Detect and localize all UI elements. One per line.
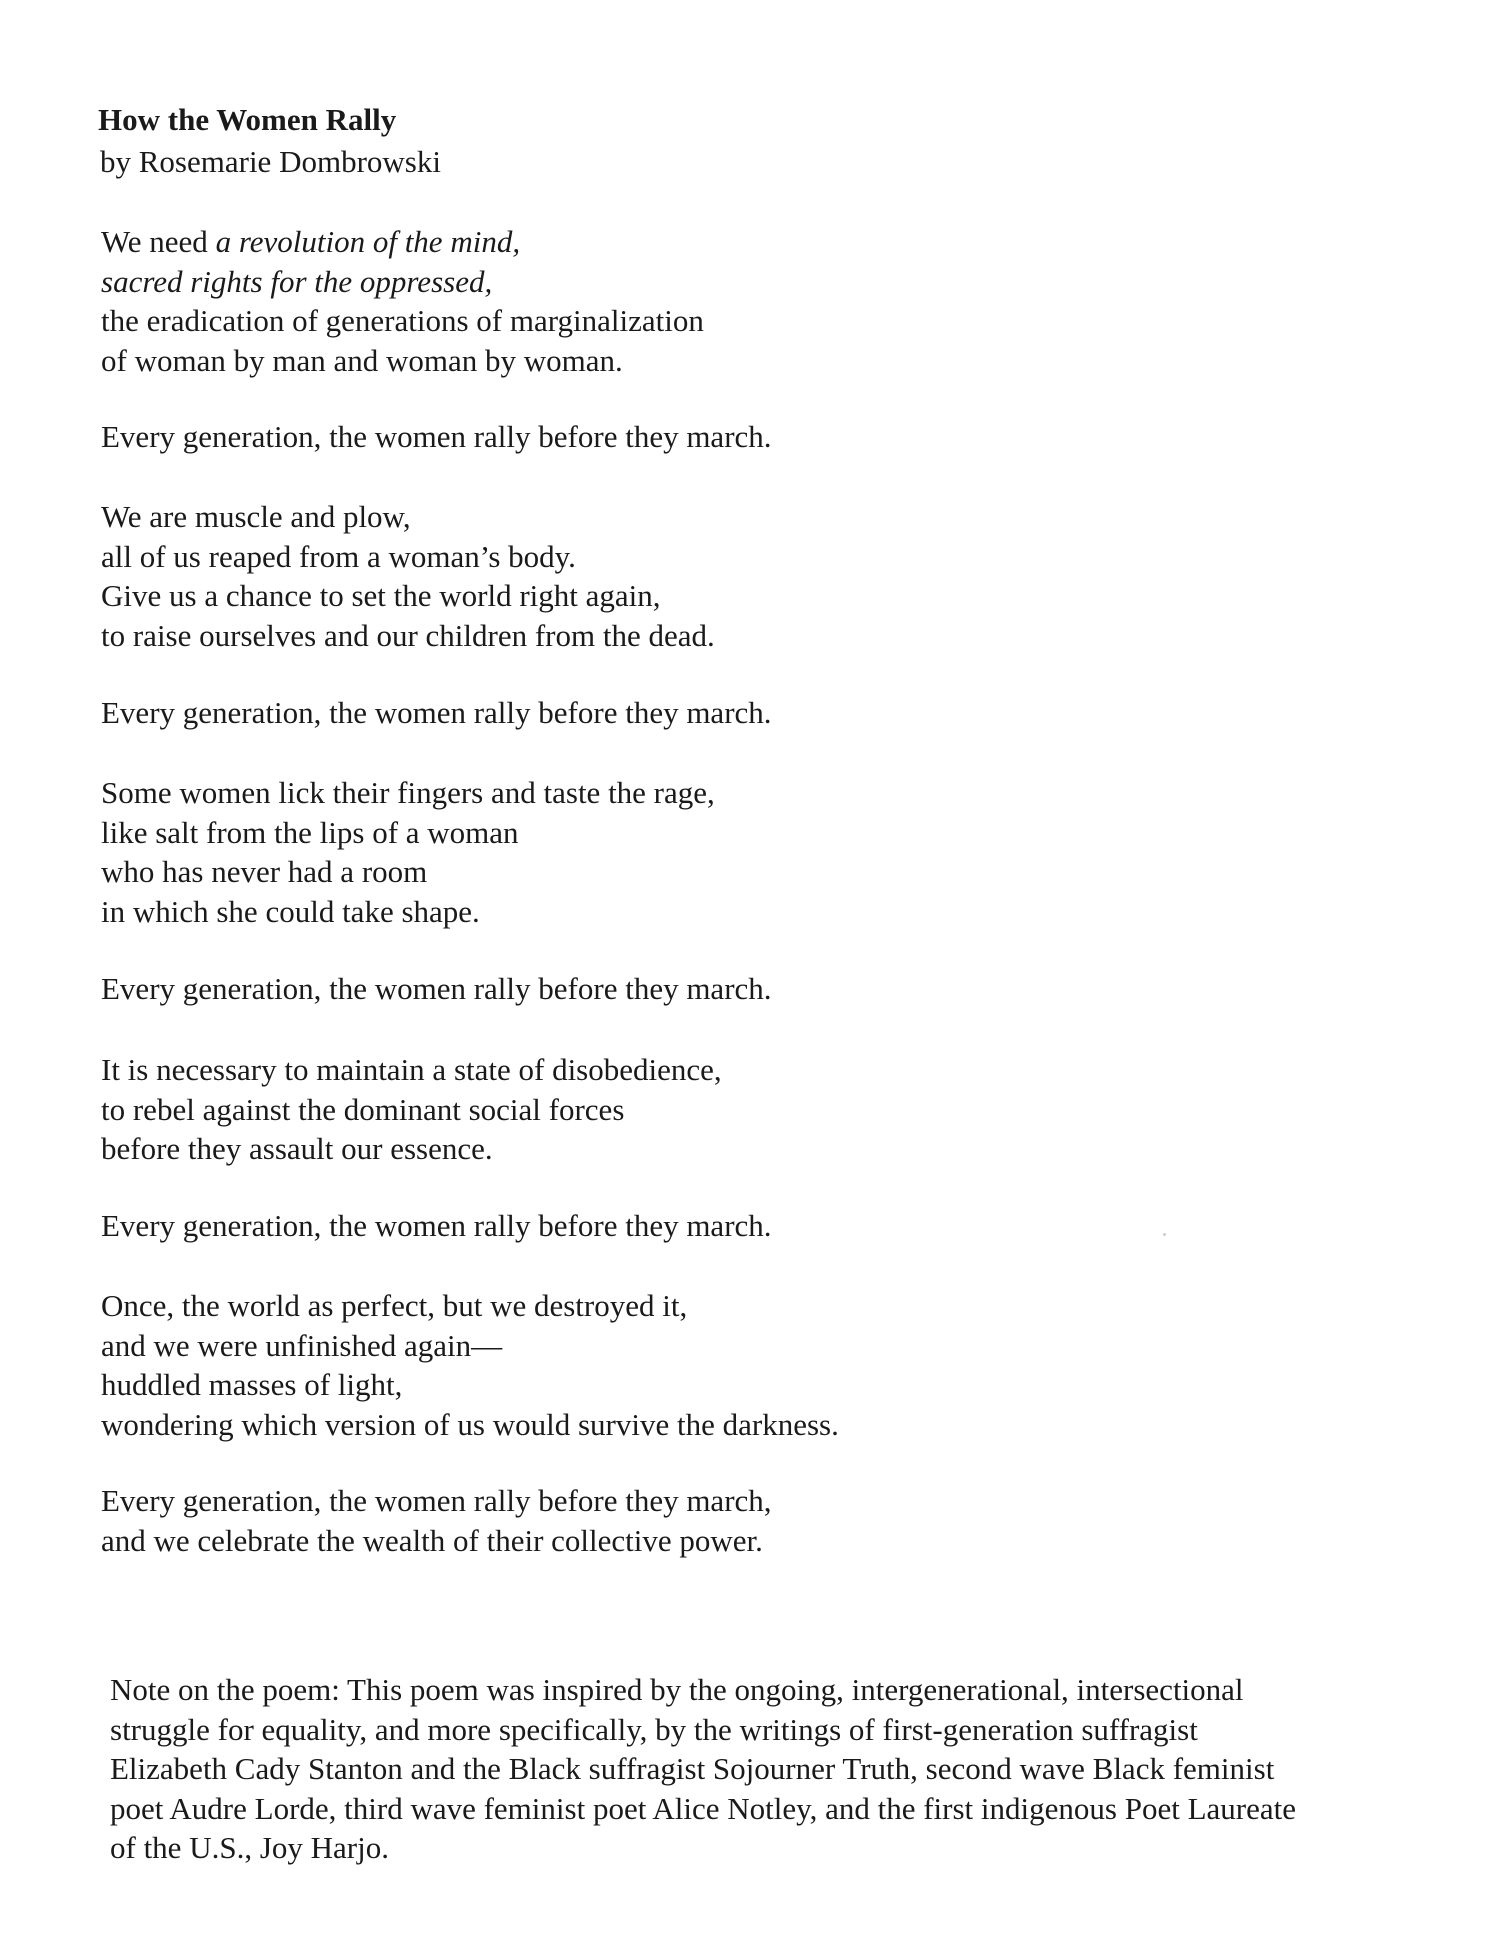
stanza-1 bbox=[101, 222, 704, 380]
note-line: poet Audre Lorde, third wave feminist poet Alice Notley, and the first indigenous Poet Laureate bbox=[110, 1790, 1296, 1826]
stanza-line: all of us reaped from a woman’s body. bbox=[101, 538, 576, 574]
stanza-line: We are muscle and plow, bbox=[101, 499, 411, 534]
note-line: of the U.S., Joy Harjo. bbox=[110, 1830, 389, 1865]
stanza-line: before they assault our essence. bbox=[101, 1131, 493, 1166]
stanza-line: wondering which version of us would survive the darkness. bbox=[101, 1406, 839, 1442]
stanza-4 bbox=[101, 1050, 722, 1169]
stanza-line: who has never had a room bbox=[101, 854, 428, 889]
refrain-line: Every generation, the women rally before they march. bbox=[101, 695, 772, 730]
refrain-1 bbox=[101, 417, 772, 457]
note-line: Note on the poem: This poem was inspired by the ongoing, intergenerational, intersectional bbox=[110, 1672, 1244, 1707]
stanza-line bbox=[101, 222, 704, 262]
stanza-line: the eradication of generations of marginalization bbox=[101, 303, 704, 338]
stanza-2 bbox=[101, 497, 715, 655]
refrain-4 bbox=[101, 1206, 772, 1246]
stanza-line: huddled masses of light, bbox=[101, 1367, 403, 1402]
scan-speck bbox=[1163, 1233, 1166, 1236]
stanza-3 bbox=[101, 773, 715, 931]
poem-note bbox=[110, 1670, 1450, 1868]
stanza-line: like salt from the lips of a woman bbox=[101, 814, 519, 850]
poem-byline: by Rosemarie Dombrowski bbox=[100, 144, 441, 179]
stanza-line-italic: a revolution of the mind, bbox=[215, 224, 521, 259]
stanza-line: and we celebrate the wealth of their collective power. bbox=[101, 1522, 763, 1558]
stanza-line: to raise ourselves and our children from the dead. bbox=[101, 617, 715, 653]
stanza-line: It is necessary to maintain a state of disobedience, bbox=[101, 1052, 722, 1087]
note-line: Elizabeth Cady Stanton and the Black suffragist Sojourner Truth, second wave Black feminist bbox=[110, 1751, 1275, 1786]
refrain-3 bbox=[101, 969, 772, 1009]
stanza-line: Every generation, the women rally before they march, bbox=[101, 1483, 772, 1518]
stanza-line: in which she could take shape. bbox=[101, 893, 480, 929]
stanza-line: Once, the world as perfect, but we destroyed it, bbox=[101, 1288, 688, 1323]
stanza-line: Some women lick their fingers and taste the rage, bbox=[101, 775, 715, 810]
stanza-line: sacred rights for the oppressed, bbox=[101, 263, 493, 299]
note-line: struggle for equality, and more specifically, by the writings of first-generation suffragist bbox=[110, 1711, 1198, 1747]
refrain-2 bbox=[101, 693, 772, 733]
refrain-line: Every generation, the women rally before they march. bbox=[101, 971, 772, 1006]
final-stanza bbox=[101, 1481, 772, 1560]
stanza-line: of woman by man and woman by woman. bbox=[101, 342, 623, 378]
stanza-line: Give us a chance to set the world right again, bbox=[101, 578, 661, 613]
stanza-line: and we were unfinished again— bbox=[101, 1327, 503, 1363]
stanza-line-lead: We need bbox=[101, 224, 216, 259]
stanza-line: to rebel against the dominant social forces bbox=[101, 1091, 625, 1127]
poem-title: How the Women Rally bbox=[98, 102, 397, 137]
stanza-5 bbox=[101, 1286, 839, 1444]
refrain-line: Every generation, the women rally before they march. bbox=[101, 419, 772, 454]
refrain-line: Every generation, the women rally before they march. bbox=[101, 1208, 772, 1243]
